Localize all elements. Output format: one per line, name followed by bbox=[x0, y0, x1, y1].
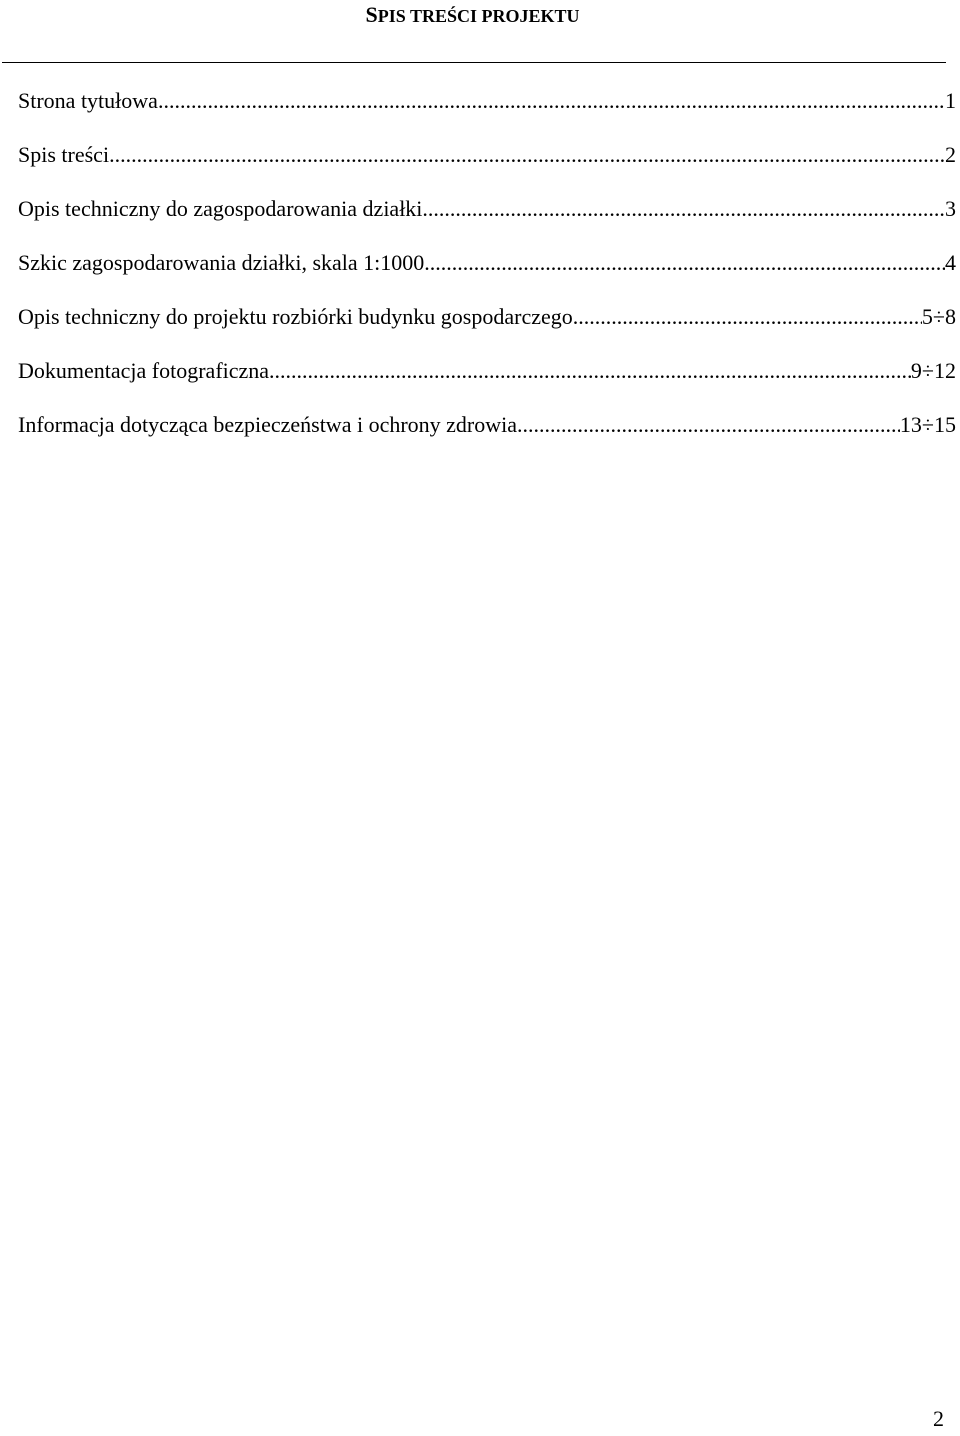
toc-item-label: Szkic zagospodarowania działki, skala 1:1000 bbox=[18, 250, 425, 275]
toc-item-label: Spis treści bbox=[18, 142, 110, 167]
toc-item bbox=[18, 412, 956, 466]
toc-item bbox=[18, 142, 956, 196]
toc-item bbox=[18, 196, 956, 250]
toc-dot-leader bbox=[573, 304, 922, 330]
toc-item-label: Opis techniczny do zagospodarowania działki bbox=[18, 196, 423, 221]
page-number: 2 bbox=[933, 1406, 944, 1431]
toc-item-page: 13÷15 bbox=[899, 412, 956, 437]
toc-item-page: 5÷8 bbox=[921, 304, 956, 329]
toc-dot-leader bbox=[109, 142, 945, 168]
table-of-contents bbox=[18, 88, 956, 466]
toc-item-page: 2 bbox=[945, 142, 956, 167]
toc-dot-leader bbox=[422, 196, 945, 222]
toc-item-page: 4 bbox=[945, 250, 956, 275]
title-divider bbox=[2, 62, 946, 63]
toc-item-label: Opis techniczny do projektu rozbiórki budynku gospodarczego bbox=[18, 304, 573, 329]
toc-item-label: Dokumentacja fotograficzna bbox=[18, 358, 270, 383]
toc-item bbox=[18, 304, 956, 358]
toc-item-label: Strona tytułowa bbox=[18, 88, 158, 113]
toc-item bbox=[18, 250, 956, 304]
toc-dot-leader bbox=[424, 250, 945, 276]
toc-dot-leader bbox=[517, 412, 900, 438]
toc-item-label: Informacja dotycząca bezpieczeństwa i ochrony zdrowia bbox=[18, 412, 518, 437]
toc-item bbox=[18, 88, 956, 142]
page-title bbox=[0, 0, 945, 31]
title-rest: PIS TREŚCI PROJEKTU bbox=[377, 6, 580, 26]
toc-dot-leader bbox=[158, 88, 945, 114]
toc-item-page: 3 bbox=[945, 196, 956, 221]
toc-item-page: 9÷12 bbox=[910, 358, 956, 383]
toc-item-page: 1 bbox=[945, 88, 956, 113]
title-first-letter: S bbox=[365, 2, 378, 27]
toc-dot-leader bbox=[269, 358, 911, 384]
toc-item bbox=[18, 358, 956, 412]
